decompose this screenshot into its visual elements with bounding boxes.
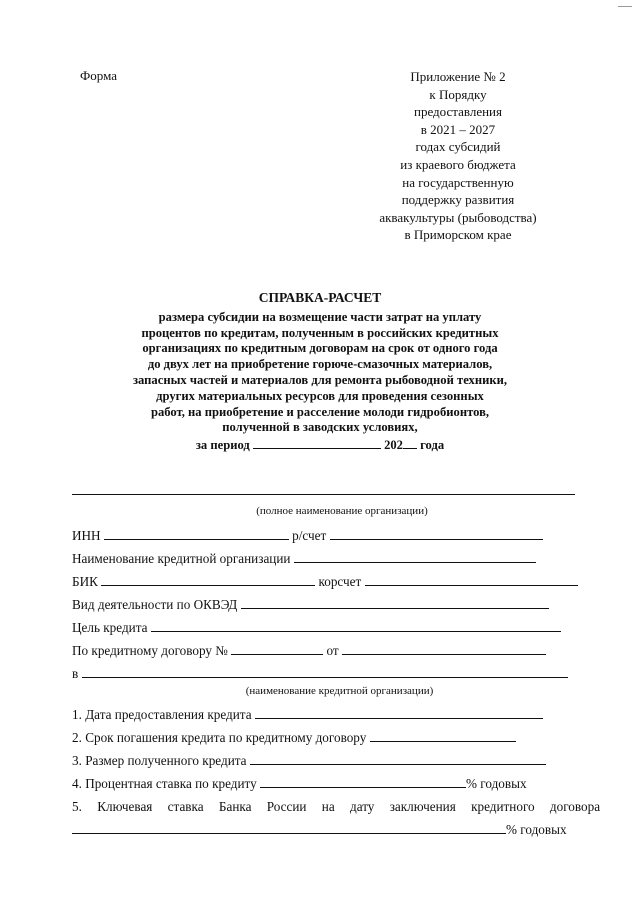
appendix-line: в 2021 – 2027 [420, 121, 496, 137]
credit-org-name-caption: (наименование кредитной организации) [245, 685, 434, 697]
item-3-field[interactable] [250, 753, 546, 765]
appendix-line: предоставления [414, 104, 502, 120]
title-line: организациях по кредитным договорам на срок от одного года [142, 341, 498, 356]
item-5-word: Банка [218, 799, 252, 814]
account-field[interactable] [330, 528, 543, 540]
item-1-label: 1. Дата предоставления кредита [72, 707, 252, 722]
period-suffix: года [420, 438, 445, 453]
item-5-row [72, 799, 600, 815]
purpose-label: Цель кредита [72, 620, 148, 635]
bik-row [72, 574, 578, 590]
title-line: полученной в заводских условиях, [222, 420, 418, 435]
purpose-field[interactable] [151, 620, 561, 632]
from-label: от [326, 643, 339, 658]
item-4-suffix: % годовых [466, 776, 527, 791]
okved-label: Вид деятельности по ОКВЭД [72, 597, 238, 612]
corr-account-label: корсчет [318, 574, 362, 589]
item-5-word: кредитного [471, 799, 535, 814]
item-2-label: 2. Срок погашения кредита по кредитному договору [72, 730, 367, 745]
period-line [60, 436, 580, 454]
item-4-label: 4. Процентная ставка по кредиту [72, 776, 257, 791]
credit-org-label: Наименование кредитной организации [72, 551, 291, 566]
contract-row [72, 643, 546, 659]
contract-number-field[interactable] [231, 643, 323, 655]
item-3-label: 3. Размер полученного кредита [72, 753, 247, 768]
inn-field[interactable] [104, 528, 289, 540]
account-label: р/счет [292, 528, 327, 543]
item-5-word: России [266, 799, 307, 814]
credit-org-name-row [72, 666, 568, 682]
contract-date-field[interactable] [342, 643, 546, 655]
appendix-line: на государственную [402, 174, 514, 190]
item-5-field[interactable] [72, 822, 506, 834]
item-4-row [72, 776, 527, 792]
period-field[interactable] [253, 436, 381, 449]
okved-row [72, 597, 549, 613]
title-line: других материальных ресурсов для проведения сезонных [156, 388, 484, 403]
appendix-block [358, 68, 558, 244]
organization-name-caption: (полное наименование организации) [256, 505, 428, 517]
appendix-line: Приложение № 2 [410, 69, 506, 84]
appendix-line: аквакультуры (рыбоводства) [379, 209, 537, 225]
document-title-block [60, 290, 580, 454]
item-2-field[interactable] [370, 730, 516, 742]
credit-org-field[interactable] [294, 551, 536, 563]
appendix-line: к Порядку [429, 86, 487, 102]
title-line: до двух лет на приобретение горюче-смазочных материалов, [147, 357, 493, 372]
inn-row [72, 528, 543, 544]
item-1-field[interactable] [255, 707, 543, 719]
corr-account-field[interactable] [365, 574, 578, 586]
page-corner-mark [618, 6, 632, 7]
contract-label: По кредитному договору № [72, 643, 228, 658]
item-5-word: заключения [389, 799, 456, 814]
title-line: процентов по кредитам, полученным в российских кредитных [141, 325, 499, 340]
okved-field[interactable] [241, 597, 549, 609]
item-5-word: на [321, 799, 335, 814]
item-5-word: дату [350, 799, 375, 814]
title-line: запасных частей и материалов для ремонта рыбоводной техники, [132, 372, 507, 387]
item-4-field[interactable] [260, 776, 466, 788]
organization-name-field[interactable] [72, 494, 575, 495]
item-5-suffix: % годовых [506, 822, 567, 837]
period-year-field[interactable] [403, 436, 417, 449]
title-line: работ, на приобретение и расселение молоди гидробионтов, [150, 404, 490, 419]
credit-org-name-field[interactable] [82, 666, 568, 678]
appendix-line: годах субсидий [415, 139, 501, 155]
inn-label: ИНН [72, 528, 101, 543]
bik-field[interactable] [101, 574, 315, 586]
period-year: 202 [384, 438, 403, 453]
form-label: Форма [80, 68, 117, 83]
item-5-word: Ключевая [97, 799, 153, 814]
appendix-line: из краевого бюджета [400, 156, 516, 172]
title-line: размера субсидии на возмещение части затрат на уплату [158, 309, 482, 324]
in-label: в [72, 666, 79, 681]
item-5-word: 5. [72, 799, 82, 814]
item-5-value-row [72, 822, 567, 838]
period-prefix: за период [195, 438, 250, 453]
item-3-row [72, 753, 546, 769]
item-5-word: договора [549, 799, 601, 814]
item-5-word: ставка [167, 799, 204, 814]
appendix-line: в Приморском крае [404, 227, 512, 243]
item-1-row [72, 707, 543, 723]
document-title: СПРАВКА-РАСЧЕТ [258, 290, 382, 305]
bik-label: БИК [72, 574, 98, 589]
purpose-row [72, 620, 561, 636]
appendix-line: поддержку развития [401, 192, 515, 208]
item-2-row [72, 730, 516, 746]
credit-org-row [72, 551, 536, 567]
